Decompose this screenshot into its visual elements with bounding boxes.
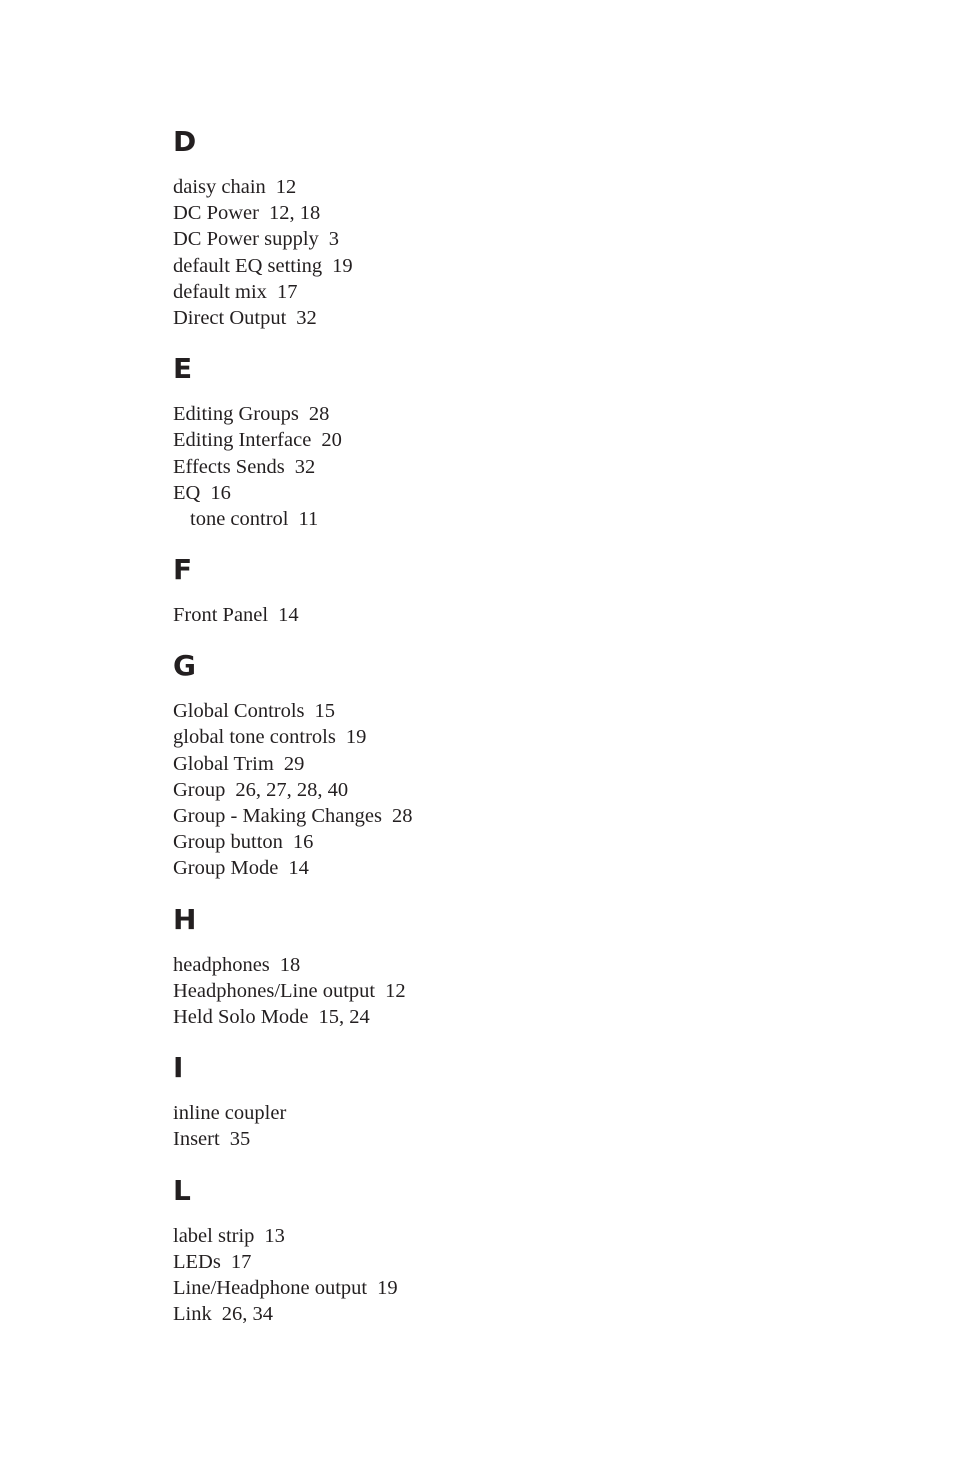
index-entry [173, 1004, 873, 1030]
index-entry [173, 698, 873, 724]
index-entry [173, 803, 873, 829]
entry-term: Global Trim [173, 752, 274, 775]
index-entry [173, 253, 873, 279]
entry-pages: 28 [391, 805, 413, 827]
index-entry [173, 174, 873, 200]
entry-pages: 12, 18 [268, 202, 321, 225]
entry-term: default mix [173, 280, 267, 303]
index-entry [173, 777, 873, 803]
entry-term: Link [173, 1303, 212, 1326]
entry-term: DC Power [173, 202, 259, 225]
entry-pages: 29 [283, 752, 305, 775]
entry-pages: 11 [298, 507, 319, 530]
index-entry [173, 855, 873, 881]
entry-term: global tone controls [173, 726, 336, 749]
entry-pages: 32 [296, 306, 317, 329]
entry-pages: 26, 27, 28, 40 [235, 778, 349, 801]
index-section-g [173, 645, 873, 881]
entry-pages: 19 [345, 726, 367, 749]
index-entry [173, 427, 873, 453]
entry-term: EQ [173, 481, 201, 504]
index-entry [173, 226, 873, 252]
section-letter: H [173, 902, 197, 936]
index-entry [173, 1223, 873, 1249]
entry-pages: 16 [210, 481, 231, 504]
entry-term: Insert [173, 1128, 220, 1151]
entry-pages: 14 [278, 604, 299, 627]
entry-term: Held Solo Mode [173, 1005, 309, 1028]
entry-term: Global Controls [173, 700, 305, 723]
index-section-f [173, 549, 873, 628]
index-section-d [173, 121, 873, 331]
entry-pages: 15, 24 [318, 1005, 370, 1028]
entry-term: tone control [190, 507, 289, 530]
index-page [173, 121, 873, 1344]
index-entry [173, 1100, 873, 1126]
index-entry [173, 401, 873, 427]
entry-pages: 19 [332, 254, 353, 277]
entry-term: Direct Output [173, 306, 287, 329]
index-entry [173, 952, 873, 978]
index-entry [173, 279, 873, 305]
entry-term: Group button [173, 831, 283, 854]
entry-pages: 32 [294, 455, 316, 478]
entry-pages: 20 [321, 429, 342, 452]
entry-term: DC Power supply [173, 228, 319, 251]
index-section-i [173, 1047, 873, 1152]
entry-pages: 26, 34 [221, 1303, 273, 1326]
index-section-e [173, 348, 873, 532]
index-entry [173, 305, 873, 331]
index-entry [173, 1249, 873, 1275]
entry-term: Headphones/Line output [173, 979, 376, 1002]
index-entry [173, 480, 873, 506]
entry-pages: 13 [264, 1224, 285, 1247]
entry-term: Group [173, 778, 226, 801]
entry-pages: 17 [230, 1250, 252, 1273]
entry-term: label strip [173, 1224, 255, 1247]
entry-pages: 12 [275, 176, 297, 198]
entry-pages: 28 [308, 403, 330, 426]
index-subentry [173, 506, 873, 532]
entry-term: LEDs [173, 1250, 221, 1273]
index-entry [173, 978, 873, 1004]
entry-pages: 18 [279, 953, 301, 976]
entry-pages: 3 [328, 228, 340, 251]
index-entry [173, 751, 873, 777]
entry-term: Group Mode [173, 857, 279, 880]
section-letter: D [173, 125, 197, 158]
entry-pages: 35 [229, 1128, 251, 1151]
entry-pages: 14 [288, 857, 309, 880]
entry-pages: 12 [385, 979, 406, 1002]
entry-pages: 15 [314, 700, 336, 723]
index-entry [173, 200, 873, 226]
index-entry [173, 724, 873, 750]
index-entry [173, 454, 873, 480]
index-section-h [173, 899, 873, 1031]
entry-term: Front Panel [173, 604, 269, 627]
section-letter: G [173, 649, 196, 683]
index-entry [173, 1301, 873, 1327]
index-section-l [173, 1170, 873, 1328]
section-letter: L [173, 1173, 191, 1207]
entry-term: Effects Sends [173, 455, 285, 478]
entry-pages: 19 [377, 1276, 398, 1299]
entry-term: daisy chain [173, 176, 266, 198]
section-letter: I [173, 1051, 184, 1085]
entry-pages: 16 [292, 831, 314, 854]
index-entry [173, 829, 873, 855]
entry-term: inline coupler [173, 1102, 287, 1125]
entry-term: Group - Making Changes [173, 805, 382, 827]
index-entry [173, 1275, 873, 1301]
entry-term: default EQ setting [173, 254, 323, 277]
entry-term: Editing Interface [173, 429, 312, 452]
entry-term: headphones [173, 953, 270, 976]
index-entry [173, 602, 873, 628]
entry-term: Editing Groups [173, 403, 299, 426]
section-letter: F [173, 553, 193, 587]
section-letter: E [173, 352, 193, 386]
entry-pages: 17 [276, 280, 298, 303]
index-entry [173, 1126, 873, 1152]
entry-term: Line/Headphone output [173, 1276, 368, 1299]
